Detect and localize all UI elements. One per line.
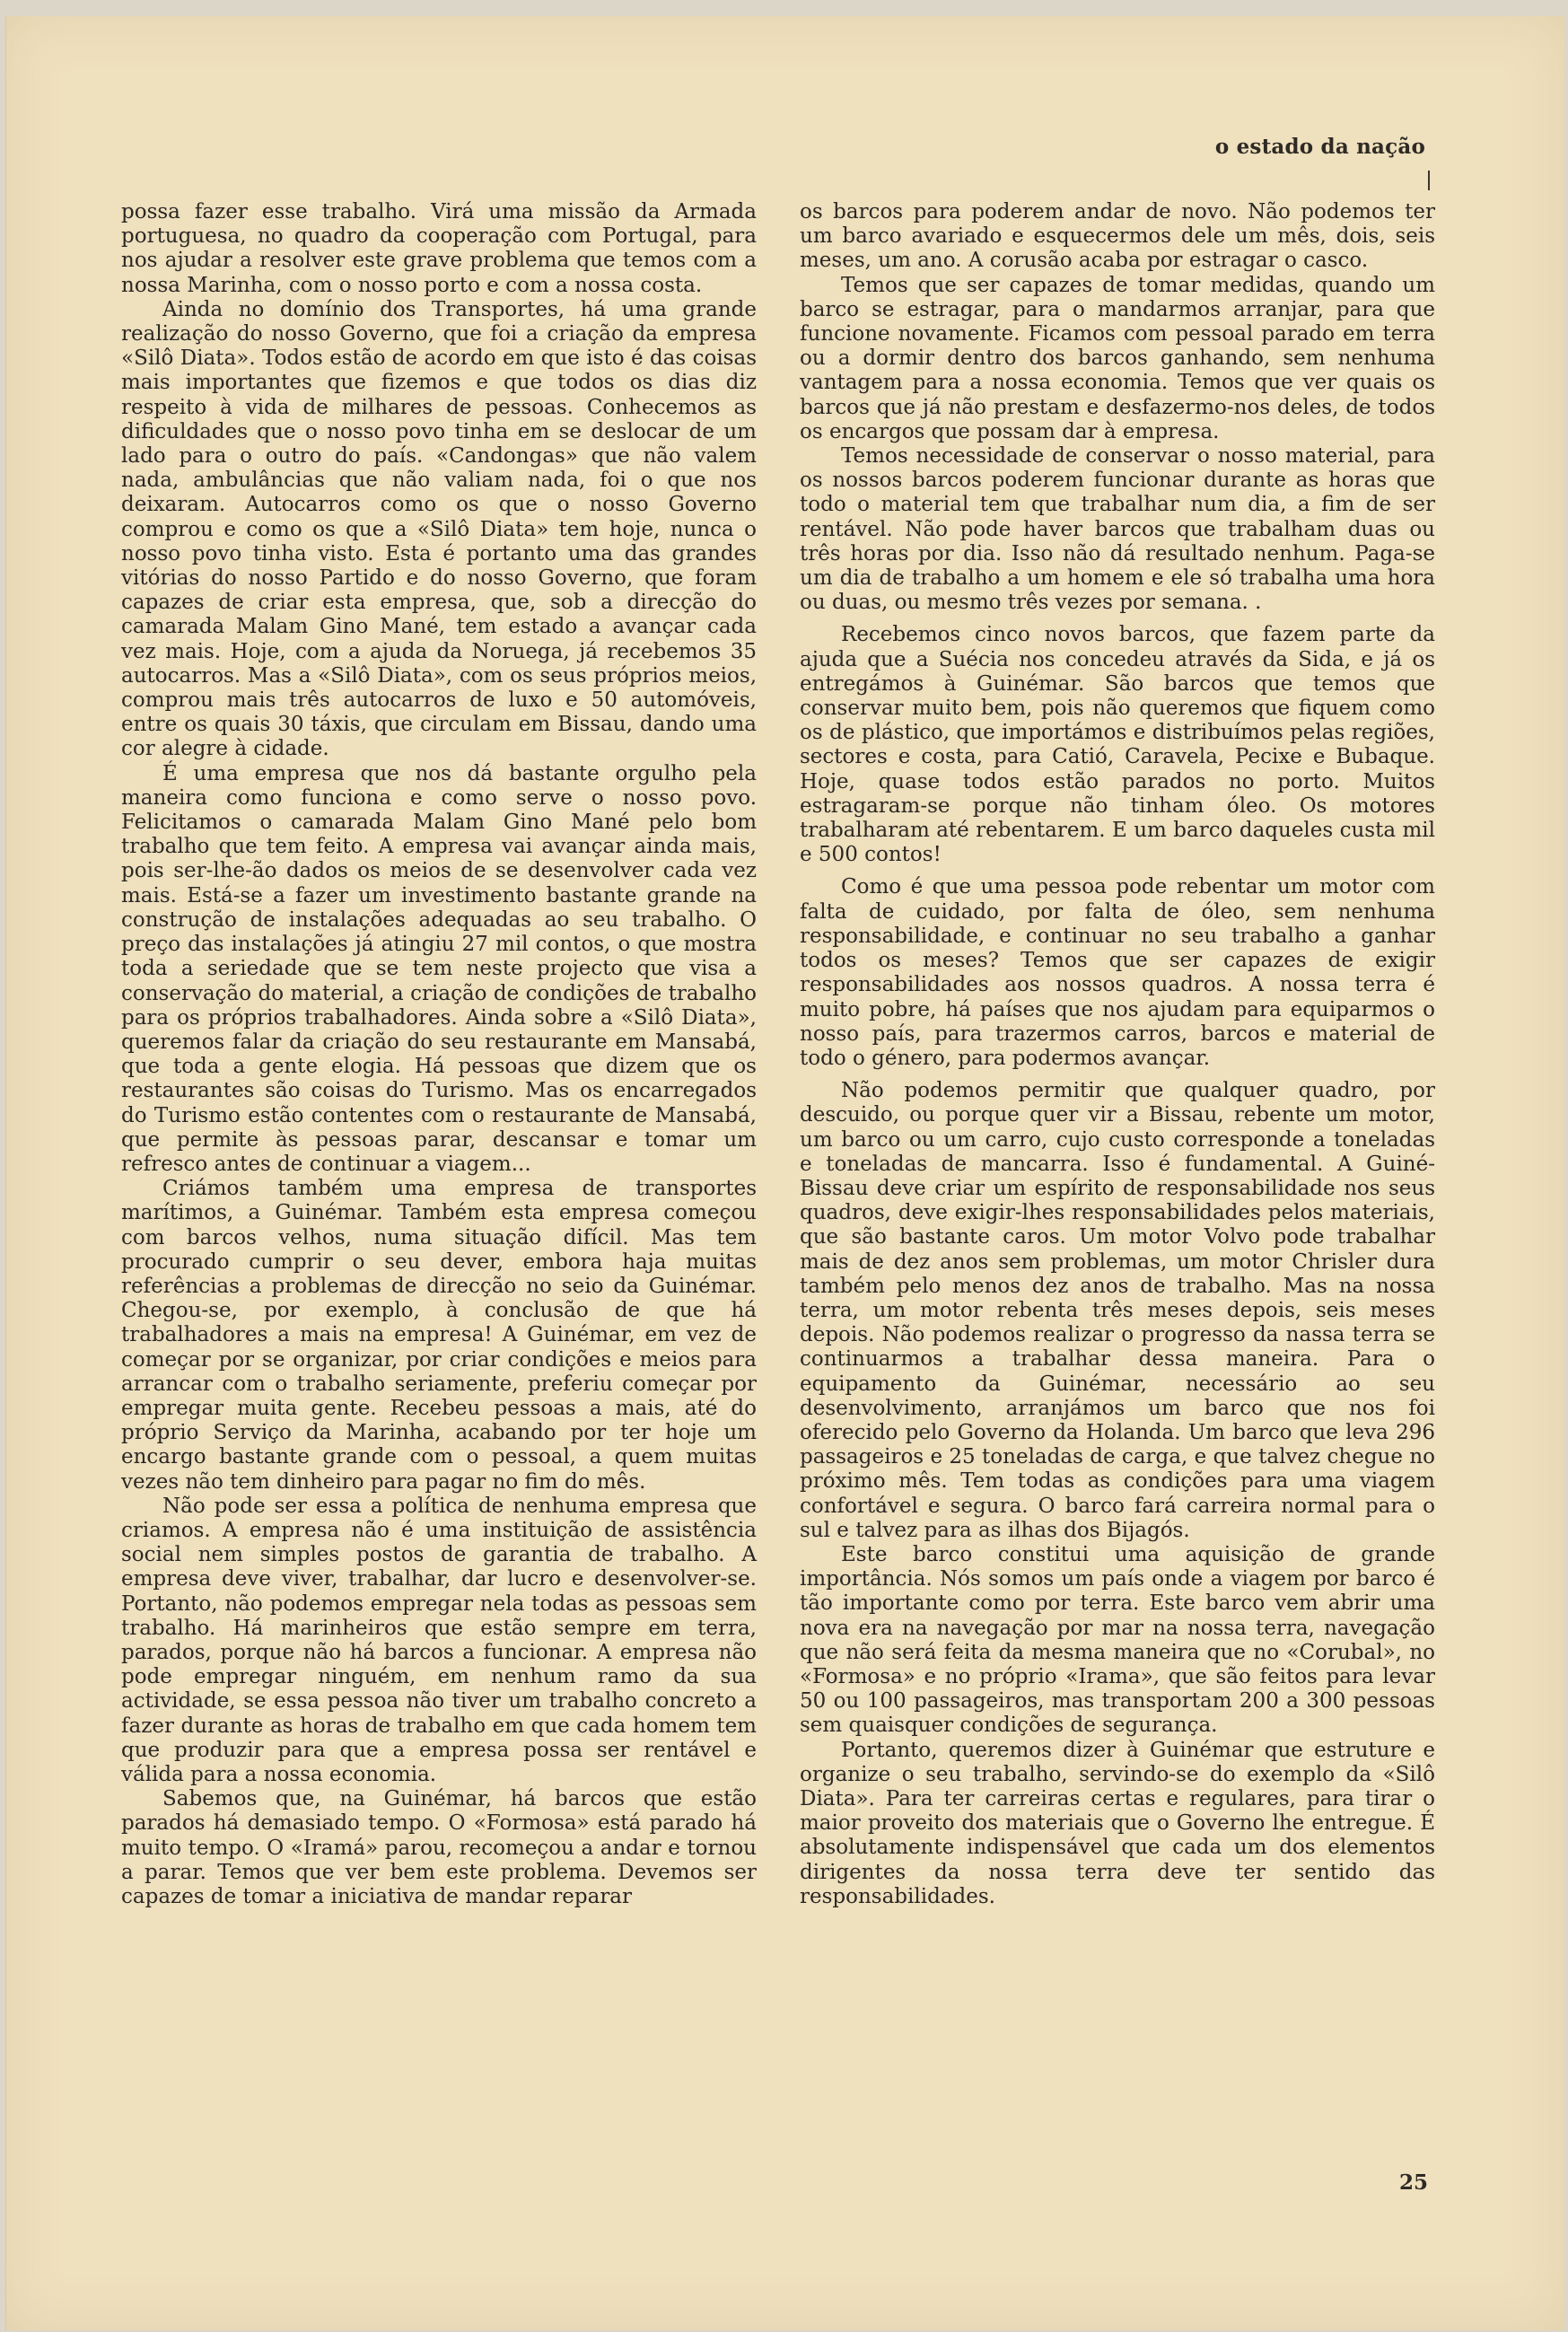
paragraph: os barcos para poderem andar de novo. Não podemos ter um barco avariado e esquecermos dele um mês, dois, seis meses, um ano. A corusão acaba por estragar o casco. [800,200,1435,273]
paragraph: Não pode ser essa a política de nenhuma empresa que criamos. A empresa não é uma instituição de assistência social nem simples postos de garantia de trabalho. A empresa deve viver, trabalhar, dar lucro e desenvolver-se. Portanto, não podemos empregar nela todas as pessoas sem trabalho. Há marinheiros que estão sempre em terra, parados, porque não há barcos a funcionar. A empresa não pode empregar ninguém, em nenhum ramo da sua actividade, se essa pessoa não tiver um trabalho concreto a fazer durante as horas de trabalho em que cada homem tem que produzir para que a empresa possa ser rentável e válida para a nossa economia. [121,1494,757,1786]
paragraph: Temos necessidade de conservar o nosso material, para os nossos barcos poderem funcionar durante as horas que todo o material tem que trabalhar num dia, a fim de ser rentável. Não pode haver barcos que trabalham duas ou três horas por dia. Isso não dá resultado nenhum. Paga-se um dia de trabalho a um homem e ele só trabalha uma hora ou duas, ou mesmo três vezes por semana. . [800,444,1435,615]
paragraph: Não podemos permitir que qualquer quadro, por descuido, ou porque quer vir a Bissau, rebente um motor, um barco ou um carro, cujo custo corresponde a toneladas e toneladas de mancarra. Isso é fundamental. A Guiné-Bissau deve criar um espírito de responsabilidade nos seus quadros, deve exigir-lhes responsabilidades pelos materiais, que são bastante caros. Um motor Volvo pode trabalhar mais de dez anos sem problemas, um motor Chrisler dura também pelo menos dez anos de trabalho. Mas na nossa terra, um motor rebenta três meses depois, seis meses depois. Não podemos realizar o progresso da nassa terra se continuarmos a trabalhar dessa maneira. Para o equipamento da Guinémar, necessário ao seu desenvolvimento, arranjámos um barco que nos foi oferecido pelo Governo da Holanda. Um barco que leva 296 passageiros e 25 toneladas de carga, e que talvez chegue no próximo mês. Tem todas as condições para uma viagem confortável e segura. O barco fará carreira normal para o sul e talvez para as ilhas dos Bijagós. [800,1079,1435,1542]
paragraph: É uma empresa que nos dá bastante orgulho pela maneira como funciona e como serve o nosso povo. Felicitamos o camarada Malam Gino Mané pelo bom trabalho que tem feito. A empresa vai avançar ainda mais, pois ser-lhe-ão dados os meios de se desenvolver cada vez mais. Está-se a fazer um investimento bastante grande na construção de instalações adequadas ao seu trabalho. O preço das instalações já atingiu 27 mil contos, o que mostra toda a seriedade que se tem neste projecto que visa a conservação do material, a criação de condições de trabalho para os próprios trabalhadores. Ainda sobre a «Silô Diata», queremos falar da criação do seu restaurante em Mansabá, que toda a gente elogia. Há pessoas que dizem que os restaurantes são coisas do Turismo. Mas os encarregados do Turismo estão contentes com o restaurante de Mansabá, que permite às pessoas parar, descansar e tomar um refresco antes de continuar a viagem... [121,761,757,1176]
paragraph: Como é que uma pessoa pode rebentar um motor com falta de cuidado, por falta de óleo, sem nenhuma responsabilidade, e continuar no seu trabalho a ganhar todos os meses? Temos que ser capazes de exigir responsabilidades aos nossos quadros. A nossa terra é muito pobre, há países que nos ajudam para equiparmos o nosso país, para trazermos carros, barcos e material de todo o género, para podermos avançar. [800,875,1435,1070]
header-mark [1428,171,1430,190]
paragraph: Este barco constitui uma aquisição de grande importância. Nós somos um país onde a viagem por barco é tão importante como por terra. Este barco vem abrir uma nova era na navegação por mar na nossa terra, navegação que não será feita da mesma maneira que no «Corubal», no «Formosa» e no próprio «Irama», que são feitos para levar 50 ou 100 passageiros, mas transportam 200 a 300 pessoas sem quaisquer condições de segurança. [800,1542,1435,1738]
paragraph: Sabemos que, na Guinémar, há barcos que estão parados há demasiado tempo. O «Formosa» está parado há muito tempo. O «Iramá» parou, recomeçou a andar e tornou a parar. Temos que ver bem este problema. Devemos ser capazes de tomar a iniciativa de mandar reparar [121,1787,757,1909]
paragraph: Portanto, queremos dizer à Guinémar que estruture e organize o seu trabalho, servindo-se do exemplo da «Silô Diata». Para ter carreiras certas e regulares, para tirar o maior proveito dos materiais que o Governo lhe entregue. É absolutamente indispensável que cada um dos elementos dirigentes da nossa terra deve ter sentido das responsabilidades. [800,1738,1435,1908]
paragraph: possa fazer esse trabalho. Virá uma missão da Armada portuguesa, no quadro da cooperação com Portugal, para nos ajudar a resolver este grave problema que temos com a nossa Marinha, com o nosso porto e com a nossa costa. [121,200,757,297]
page-header-title: o estado da nação [1214,135,1425,159]
magazine-page [5,16,1564,2330]
page-number: 25 [1398,2170,1428,2195]
right-column [800,200,1435,1909]
paragraph: Ainda no domínio dos Transportes, há uma grande realização do nosso Governo, que foi a criação da empresa «Silô Diata». Todos estão de acordo em que isto é das coisas mais importantes que fizemos e que todos os dias diz respeito à vida de milhares de pessoas. Conhecemos as dificuldades que o nosso povo tinha em se deslocar de um lado para o outro do país. «Candongas» que não valem nada, ambulâncias que não valiam nada, foi o que nos deixaram. Autocarros como os que o nosso Governo comprou e como os que a «Silô Diata» tem hoje, nunca o nosso povo tinha visto. Esta é portanto uma das grandes vitórias do nosso Partido e do nosso Governo, que foram capazes de criar esta empresa, que, sob a direcção do camarada Malam Gino Mané, tem estado a avançar cada vez mais. Hoje, com a ajuda da Noruega, já recebemos 35 autocarros. Mas a «Silô Diata», com os seus próprios meios, comprou mais três autocarros de luxo e 50 automóveis, entre os quais 30 táxis, que circulam em Bissau, dando uma cor alegre à cidade. [121,297,757,761]
paragraph: Recebemos cinco novos barcos, que fazem parte da ajuda que a Suécia nos concedeu através da Sida, e já os entregámos à Guinémar. São barcos que temos que conservar muito bem, pois não queremos que fiquem como os de plástico, que importámos e distribuímos pelas regiões, sectores e costa, para Catió, Caravela, Pecixe e Bubaque. Hoje, quase todos estão parados no porto. Muitos estragaram-se porque não tinham óleo. Os motores trabalharam até rebentarem. E um barco daqueles custa mil e 500 contos! [800,623,1435,867]
paragraph: Criámos também uma empresa de transportes marítimos, a Guinémar. Também esta empresa começou com barcos velhos, numa situação difícil. Mas tem procurado cumprir o seu dever, embora haja muitas referências a problemas de direcção no seio da Guinémar. Chegou-se, por exemplo, à conclusão de que há trabalhadores a mais na empresa! A Guinémar, em vez de começar por se organizar, por criar condições e meios para arrancar com o trabalho seriamente, preferiu começar por empregar muita gente. Recebeu pessoas a mais, até do próprio Serviço da Marinha, acabando por ter hoje um encargo bastante grande com o pessoal, a quem muitas vezes não tem dinheiro para pagar no fim do mês. [121,1177,757,1494]
left-column [121,200,757,1909]
paragraph: Temos que ser capazes de tomar medidas, quando um barco se estragar, para o mandarmos arranjar, para que funcione novamente. Ficamos com pessoal parado em terra ou a dormir dentro dos barcos ganhando, sem nenhuma vantagem para a nossa economia. Temos que ver quais os barcos que já não prestam e desfazermo-nos deles, de todos os encargos que possam dar à empresa. [800,273,1435,443]
